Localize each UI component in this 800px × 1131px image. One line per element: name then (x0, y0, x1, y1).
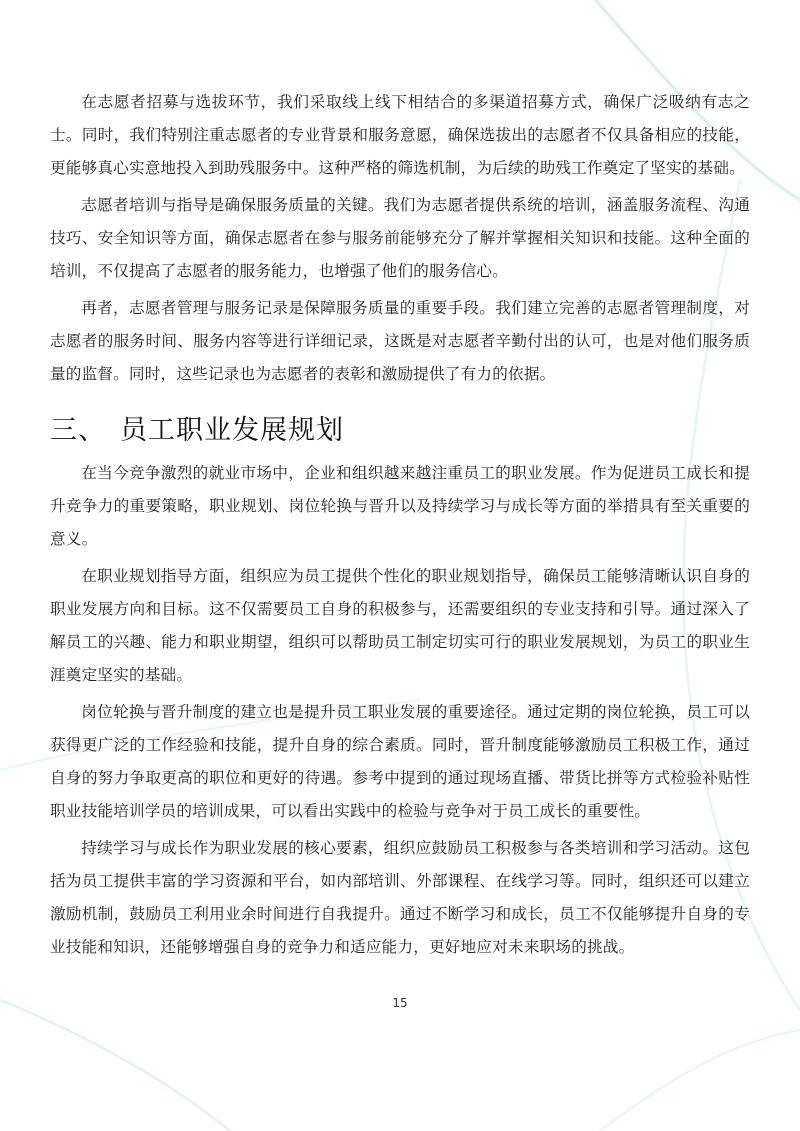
paragraph-volunteer-management: 再者，志愿者管理与服务记录是保障服务质量的重要手段。我们建立完善的志愿者管理制度，对志愿者的服务时间、服务内容等进行详细记录，这既是对志愿者辛勤付出的认可，也是对他们服务质量的监督。同时，这些记录也为志愿者的表彰和激励提供了有力的依据。 (50, 299, 750, 383)
paragraph-career-planning: 在职业规划指导方面，组织应为员工提供个性化的职业规划指导，确保员工能够清晰认识自身的职业发展方向和目标。这不仅需要员工自身的积极参与，还需要组织的专业支持和引导。通过深入了解员工的兴趣、能力和职业期望，组织可以帮助员工制定切实可行的职业发展规划，为员工的职业生涯奠定坚实的基础。 (50, 567, 750, 684)
section-heading (50, 409, 750, 453)
decorative-curve-bottom-left (0, 1000, 230, 1131)
decorative-curve-bottom-right (600, 1030, 800, 1131)
section-title-text: 员工职业发展规划 (120, 415, 344, 446)
document-body (50, 86, 750, 968)
paragraph-career-intro: 在当今竞争激烈的就业市场中，企业和组织越来越注重员工的职业发展。作为促进员工成长和提升竞争力的重要策略，职业规划、岗位轮换与晋升以及持续学习与成长等方面的举措具有至关重要的意义。 (50, 464, 750, 548)
page-number: 15 (392, 996, 408, 1010)
paragraph-volunteer-recruitment: 在志愿者招募与选拔环节，我们采取线上线下相结合的多渠道招募方式，确保广泛吸纳有志之士。同时，我们特别注重志愿者的专业背景和服务意愿，确保选拔出的志愿者不仅具备相应的技能，更能够真心实意地投入到助残服务中。这种严格的筛选机制，为后续的助残工作奠定了坚实的基础。 (50, 93, 750, 177)
paragraph-continuous-learning: 持续学习与成长作为职业发展的核心要素，组织应鼓励员工积极参与各类培训和学习活动。这包括为员工提供丰富的学习资源和平台，如内部培训、外部课程、在线学习等。同时，组织还可以建立激励机制，鼓励员工利用业余时间进行自我提升。通过不断学习和成长，员工不仅能够提升自身的专业技能和知识，还能够增强自身的竞争力和适应能力，更好地应对未来职场的挑战。 (50, 839, 750, 956)
paragraph-job-rotation: 岗位轮换与晋升制度的建立也是提升员工职业发展的重要途径。通过定期的岗位轮换，员工可以获得更广泛的工作经验和技能，提升自身的综合素质。同时，晋升制度能够激励员工积极工作，通过自身的努力争取更高的职位和更好的待遇。参考中提到的通过现场直播、带货比拼等方式检验补贴性职业技能培训学员的培训成果，可以看出实践中的检验与竞争对于员工成长的重要性。 (50, 703, 750, 820)
paragraph-volunteer-training: 志愿者培训与指导是确保服务质量的关键。我们为志愿者提供系统的培训，涵盖服务流程、沟通技巧、安全知识等方面，确保志愿者在参与服务前能够充分了解并掌握相关知识和技能。这种全面的培训，不仅提高了志愿者的服务能力，也增强了他们的服务信心。 (50, 196, 750, 280)
section-number: 三、 (50, 415, 106, 446)
